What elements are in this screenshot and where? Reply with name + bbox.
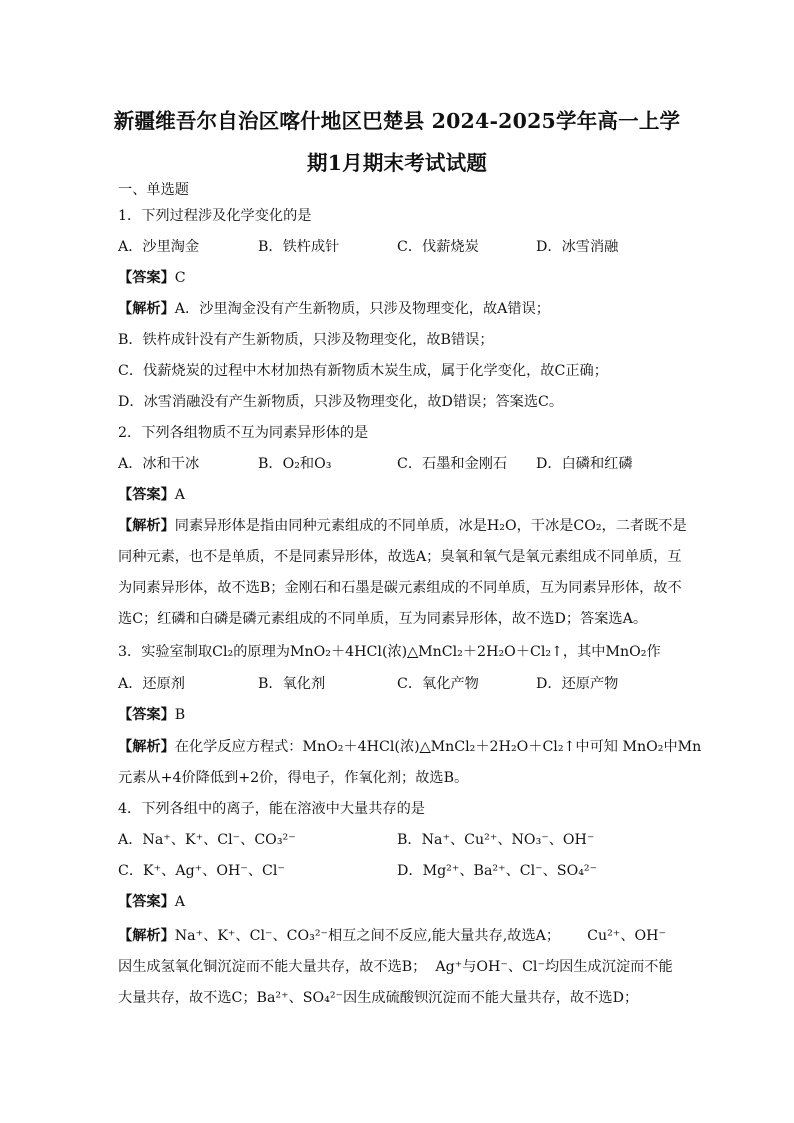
- answer-label: 【答案】: [118, 270, 175, 286]
- q1-option-a: A．沙里淘金: [118, 239, 200, 255]
- q4-option-d: D．Mg²⁺、Ba²⁺、Cl⁻、SO₄²⁻: [397, 863, 598, 879]
- q4-stem: 4．下列各组中的离子，能在溶液中大量共存的是: [118, 801, 425, 817]
- analysis-text: Na⁺、K⁺、Cl⁻、CO₃²⁻相互之间不反应,能大量共存,故选A； Cu²⁺、OH⁻: [174, 928, 666, 944]
- q3-stem: [118, 642, 661, 662]
- q2-answer: [118, 485, 185, 505]
- q1-option-c: C．伐薪烧炭: [397, 239, 479, 255]
- document-title-line2: 期1月期末考试试题: [306, 151, 488, 175]
- analysis-label: 【解析】: [118, 739, 175, 755]
- answer-value: C: [174, 270, 186, 286]
- answer-value: A: [174, 894, 186, 910]
- q1-answer: [118, 268, 186, 288]
- q1-analysis-line2: B．铁杵成针没有产生新物质，只涉及物理变化，故B错误；: [118, 332, 494, 348]
- q3-option-d: D．还原产物: [536, 676, 619, 692]
- q2-analysis-line3: 为同素异形体，故不选B；金刚石和石墨是碳元素组成的不同单质，互为同素异形体，故不: [118, 580, 682, 596]
- analysis-label: 【解析】: [118, 301, 175, 317]
- q4-option-c: C．K⁺、Ag⁺、OH⁻、Cl⁻: [118, 863, 285, 879]
- q3-option-a: A．还原剂: [118, 676, 185, 692]
- q3-option-c: C．氧化产物: [397, 676, 479, 692]
- q3-analysis-line1: [118, 737, 701, 757]
- answer-label: 【答案】: [118, 707, 175, 723]
- q1-option-d: D．冰雪消融: [536, 239, 619, 255]
- answer-value: B: [174, 707, 186, 723]
- q1-analysis-line4: D．冰雪消融没有产生新物质，只涉及物理变化，故D错误；答案选C。: [118, 394, 564, 410]
- q4-analysis-line2: 因生成氢氧化铜沉淀而不能大量共存，故不选B； Ag⁺与OH⁻、Cl⁻均因生成沉淀而不能: [118, 959, 673, 975]
- q3-answer: [118, 705, 185, 725]
- q1-analysis-line3: C．伐薪烧炭的过程中木材加热有新物质木炭生成，属于化学变化，故C正确；: [118, 363, 608, 379]
- q4-answer: [118, 892, 185, 912]
- q4-option-a: A．Na⁺、K⁺、Cl⁻、CO₃²⁻: [118, 832, 296, 848]
- answer-value: A: [174, 487, 186, 503]
- q4-option-b: B．Na⁺、Cu²⁺、NO₃⁻、OH⁻: [397, 832, 595, 848]
- q1-option-b: B．铁杵成针: [258, 239, 340, 255]
- analysis-text: MnCl₂＋2H₂O＋Cl₂↑中可知 MnO₂中Mn: [430, 739, 702, 755]
- q2-option-a: A．冰和干冰: [118, 456, 200, 472]
- q4-analysis-line1: [118, 926, 666, 946]
- q3-option-b: B．氧化剂: [258, 676, 326, 692]
- answer-label: 【答案】: [118, 487, 175, 503]
- analysis-text: 同素异形体是指由同种元素组成的不同单质，冰是H₂O，干冰是CO₂，二者既不是: [174, 518, 687, 534]
- q3-stem-part2: MnCl₂＋2H₂O＋Cl₂↑，其中MnO₂作: [418, 644, 661, 660]
- q1-analysis-line1: [118, 299, 550, 319]
- q2-analysis-line1: [118, 516, 687, 536]
- analysis-text: 在化学反应方程式：MnO₂＋4HCl(浓): [174, 739, 420, 755]
- reaction-condition-delta: △: [419, 739, 431, 755]
- q2-option-d: D．白磷和红磷: [536, 456, 633, 472]
- q3-stem-part1: 3．实验室制取Cl₂的原理为MnO₂＋4HCl(浓): [118, 644, 408, 660]
- q4-analysis-line3: 大量共存，故不选C；Ba²⁺、SO₄²⁻因生成硫酸钡沉淀而不能大量共存，故不选D；: [118, 990, 639, 1006]
- q3-analysis-line2: 元素从+4价降低到+2价，得电子，作氧化剂；故选B。: [118, 770, 469, 786]
- answer-label: 【答案】: [118, 894, 175, 910]
- reaction-condition-delta: △: [407, 644, 419, 660]
- q2-stem: 2．下列各组物质不互为同素异形体的是: [118, 425, 369, 441]
- document-title-line1: 新疆维吾尔自治区喀什地区巴楚县 2024-2025学年高一上学: [113, 109, 681, 133]
- q2-option-c: C．石墨和金刚石: [397, 456, 508, 472]
- q2-analysis-line2: 同种元素，也不是单质，不是同素异形体，故选A；臭氧和氧气是氧元素组成不同单质，互: [118, 549, 682, 565]
- analysis-text: A．沙里淘金没有产生新物质，只涉及物理变化，故A错误；: [174, 301, 550, 317]
- analysis-label: 【解析】: [118, 928, 175, 944]
- q2-analysis-line4: 选C；红磷和白磷是磷元素组成的不同单质，互为同素异形体，故不选D；答案选A。: [118, 611, 648, 627]
- q1-stem: 1．下列过程涉及化学变化的是: [118, 208, 312, 224]
- analysis-label: 【解析】: [118, 518, 175, 534]
- q2-option-b: B．O₂和O₃: [258, 456, 332, 472]
- section-heading: 一、单选题: [118, 182, 189, 198]
